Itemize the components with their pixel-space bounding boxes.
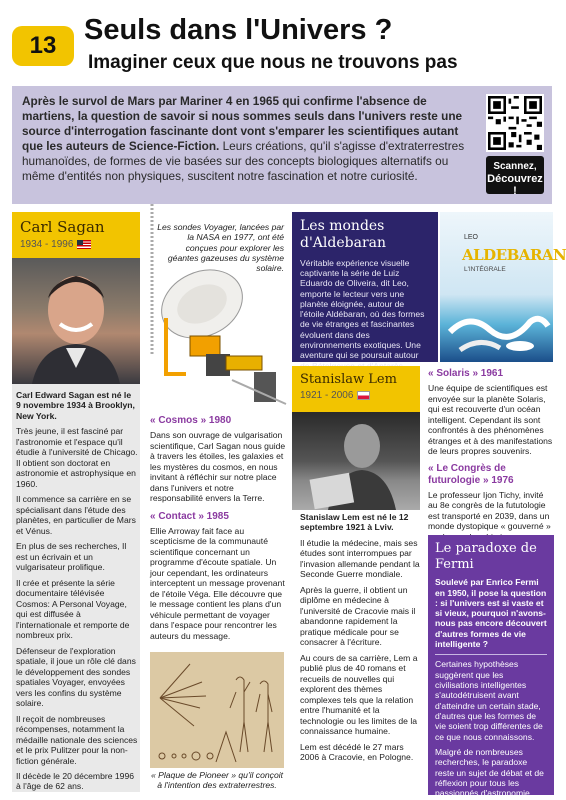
portrait-icon bbox=[12, 258, 140, 384]
sagan-p5: Défenseur de l'exploration spatiale, il joue un rôle clé dans le développement des sondes spatiales Voyager, envoyées vers les confins du système solaire. bbox=[16, 645, 136, 709]
lem-header bbox=[292, 366, 420, 412]
scan-label bbox=[486, 156, 544, 198]
sagan-dates: 1934 - 1996 bbox=[20, 239, 74, 250]
lem-p4: Lem est décédé le 27 mars 2006 à Cracovie, en Pologne. bbox=[300, 741, 414, 763]
cover-sub: L'INTÉGRALE bbox=[464, 266, 506, 273]
lem-lead: Stanislaw Lem est né le 12 septembre 1921 à Lviv. bbox=[300, 512, 409, 533]
sagan-portrait bbox=[12, 258, 140, 384]
fermi-p2: Malgré de nombreuses recherches, le paradoxe reste un sujet de débat et de réflexion pour tous les passionnés d'astronomie. bbox=[435, 746, 544, 799]
fermi-lead: Soulevé par Enrico Fermi en 1950, il pose la question : si l'univers est si vaste et si vieux, pourquoi n'avons-nous pas encore découvert d'autres formes de vie intelligente ? bbox=[435, 577, 547, 650]
fermi-p1: Certaines hypothèses suggèrent que les civilisations intelligentes s'autodétruisent avant d'atteindre un certain stade, d'autres que les formes de vie soient trop différentes de ce que nous connaissons. bbox=[435, 659, 543, 742]
pioneer-plaque-image bbox=[150, 652, 284, 768]
qr-code-icon bbox=[488, 96, 542, 150]
cosmos-kicker: « Cosmos » 1980 bbox=[150, 415, 232, 426]
sagan-p1: Très jeune, il est fasciné par l'astronomie et l'espace qu'il étudie à l'université de Chicago. Il obtient son doctorat en astronomie et astrophysique en 1960. bbox=[16, 426, 138, 489]
sagan-p7: Il décède le 20 décembre 1996 à l'âge de 62 ans. bbox=[16, 770, 135, 792]
sagan-p4: Il crée et présente la série documentaire télévisée Cosmos: A Personal Voyage, qui est diffusée à l'internationale et remporte de nombreux prix. bbox=[16, 577, 130, 641]
aldebaran-title: Les mondes d'Aldebaran bbox=[300, 218, 387, 251]
cosmos-text: Dans son ouvrage de vulgarisation scientifique, Carl Sagan nous guide à travers les étoiles, les galaxies et les mystères du cosmos, en nous invitant à réfléchir sur notre place dans l'univers et notre responsabilité envers la Terre. bbox=[150, 430, 286, 504]
lem-name: Stanislaw Lem bbox=[300, 372, 397, 387]
sagan-works bbox=[150, 415, 288, 641]
intro-body-text: Leurs créations, qu'il s'agisse d'extraterrestres humanoïdes, de formes de vie basées sur des concepts biologiques alternatifs ou même d'entités non physiques, suscitent notre fascination et notre curiosité. bbox=[22, 138, 465, 183]
aldebaran-box bbox=[292, 212, 438, 362]
lem-p1: Il étudie la médecine, mais ses études sont interrompues par l'invasion allemande pendant la Seconde Guerre mondiale. bbox=[300, 537, 420, 580]
intro-text bbox=[22, 94, 482, 184]
lem-p2: Après la guerre, il obtient un diplôme en médecine à l'université de Cracovie mais il abandonne rapidement la pratique médicale pour se consacrer à l'écriture. bbox=[300, 584, 416, 648]
lem-dates: 1921 - 2006 bbox=[300, 390, 354, 401]
scan-label-line2: Découvrez ! bbox=[487, 172, 543, 198]
sagan-header bbox=[12, 212, 140, 258]
fermi-title: Le paradoxe de Fermi bbox=[435, 541, 537, 572]
scan-label-line1: Scannez, bbox=[493, 161, 537, 172]
solaris-kicker: « Solaris » 1961 bbox=[428, 368, 504, 379]
qr-code[interactable] bbox=[486, 94, 544, 152]
lem-portrait-icon bbox=[292, 412, 420, 510]
lem-portrait bbox=[292, 412, 420, 510]
intro-bold-text: Après le survol de Mars par Mariner 4 en 1965 qui confirme l'absence de martiens, la question de savoir si nous sommes seuls dans l'univers reste une source d'interrogation fascinante dont vont s'emparer les scientifiques autant que les auteurs de Science-Fiction. bbox=[22, 94, 463, 153]
cover-creatures-icon bbox=[440, 292, 553, 362]
sagan-bio bbox=[16, 390, 138, 797]
lem-p3: Au cours de sa carrière, Lem a publié plus de 40 romans et recueils de nouvelles qui explorent des thèmes complexes tels que la relation entre l'humanité et la technologie ou les limites de la connaissance humaine. bbox=[300, 652, 418, 737]
lem-bio bbox=[300, 512, 420, 768]
poland-flag-icon bbox=[357, 391, 370, 400]
sagan-dates-row bbox=[20, 239, 132, 250]
page-title: Seuls dans l'Univers ? bbox=[84, 14, 393, 46]
fermi-divider bbox=[435, 654, 547, 655]
probe-caption: Les sondes Voyager, lancées par la NASA en 1977, ont été conçues pour explorer les géantes gazeuses du système solaire. bbox=[157, 222, 284, 274]
contact-kicker: « Contact » 1985 bbox=[150, 510, 229, 522]
lem-dates-row bbox=[300, 390, 412, 401]
sagan-p2: Il commence sa carrière en se spécialisant dans l'étude des planètes, en particulier de Mars et Vénus. bbox=[16, 494, 136, 536]
us-flag-icon bbox=[77, 240, 91, 249]
sagan-name: Carl Sagan bbox=[20, 218, 105, 236]
plaque-caption: « Plaque de Pioneer » qu'il conçoit à l'intention des extraterrestres. bbox=[150, 770, 284, 791]
cover-author: LEO bbox=[464, 234, 479, 241]
cover-brand: ALDEBARAN bbox=[462, 246, 566, 264]
section-number: 13 bbox=[29, 32, 57, 59]
solaris-text: Une équipe de scientifiques est envoyée sur la planète Solaris, qui est recouverte d'un océan intelligent. Cependant ils sont confrontés à des phénomènes étranges et à des manifestations de leurs propres souvenirs. bbox=[428, 383, 553, 457]
contact-text: Ellie Arroway fait face au scepticisme de la communauté scientifique concernant un programme d'écoute spatiale. Un jour cependant, les ordinateurs interceptent un message provenant de l'étoile Véga. Elle découvre que le message contient les plans d'un véhicule permettant de voyager dans l'espace pour rencontrer les auteurs du message. bbox=[150, 525, 285, 641]
sagan-lead: Carl Edward Sagan est né le 9 novembre 1934 à Brooklyn, New York. bbox=[16, 390, 135, 421]
page-subtitle: Imaginer ceux que nous ne trouvons pas bbox=[88, 52, 458, 73]
sagan-p6: Il reçoit de nombreuses récompenses, notamment la médaille nationale des sciences et le prix Pulitzer pour la non-fiction générale. bbox=[16, 713, 138, 766]
congres-text: Le professeur Ijon Tichy, invité au 8e congrès de la fututologie est transporté en 2039, dans un monde dystopique « gouverné » bbox=[428, 489, 551, 532]
aldebaran-text: Véritable expérience visuelle captivante la série de Luiz Eduardo de Oliveira, dit Leo, emporte le lecteur vers une planète éloignée, autour de l'étoile Aldébaran, où des formes de vie étranges et fascinantes évoluent dans des environnements exotiques. Une aventure qui se poursuit autour bbox=[300, 257, 425, 361]
congres-kicker: « Le Congrès de futurologie » 1976 bbox=[428, 462, 514, 486]
aldebaran-cover bbox=[440, 212, 566, 362]
section-number-badge bbox=[12, 26, 74, 66]
intro-box bbox=[12, 86, 552, 204]
pioneer-plaque-icon bbox=[150, 652, 284, 768]
fermi-box bbox=[428, 535, 554, 799]
lem-works bbox=[428, 368, 554, 548]
sagan-p3: En plus de ses recherches, Il est un écrivain et un vulgarisateur prolifique. bbox=[16, 541, 127, 573]
